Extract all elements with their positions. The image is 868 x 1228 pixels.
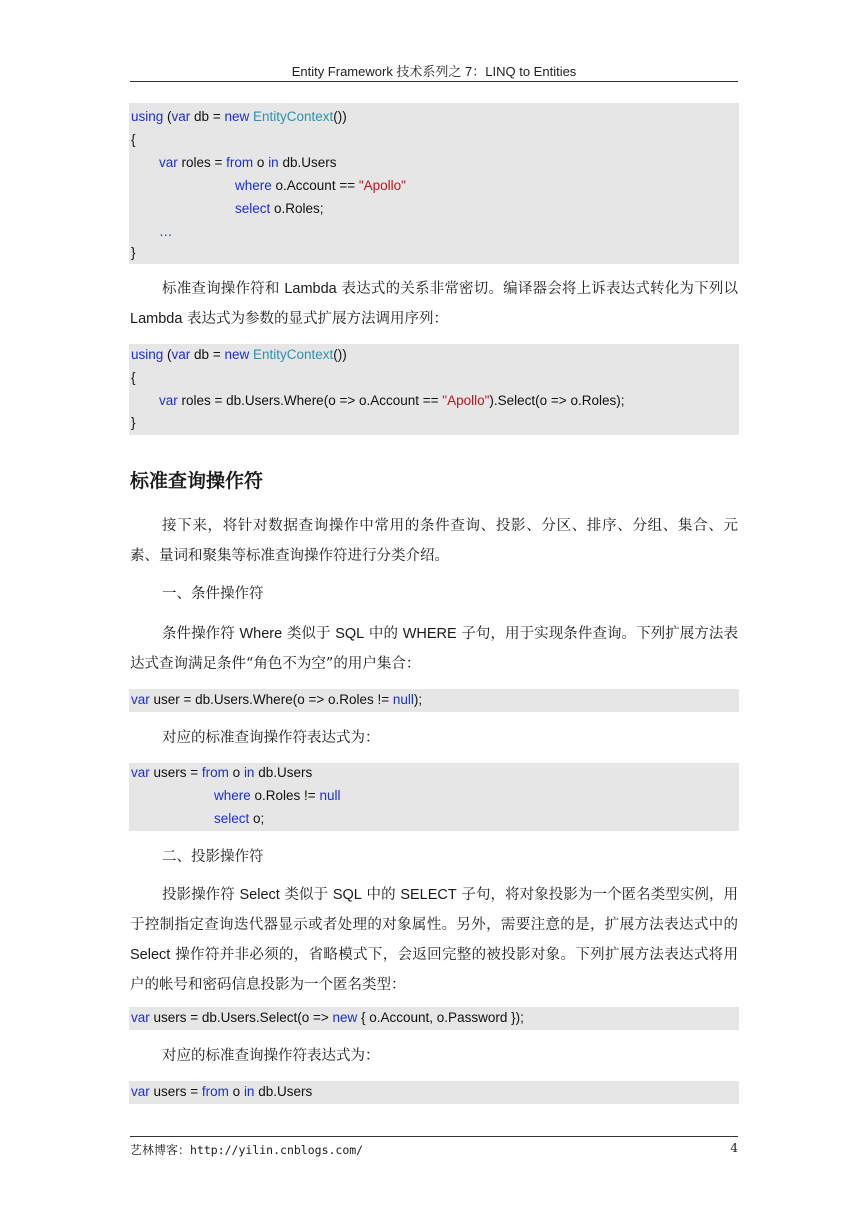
- code-block-2: [129, 344, 739, 435]
- code-line: …: [159, 224, 173, 239]
- code-line: where o.Account == "Apollo": [235, 178, 406, 193]
- code-line: {: [131, 370, 136, 385]
- paragraph-select: 投影操作符 Select 类似于 SQL 中的 SELECT 子句，将对象投影为一个匿名类型实例，用于控制指定查询迭代器显示或者处理的对象属性。另外，需要注意的是，扩展方法表达式中的 Select 操作符并非必须的，省略模式下，会返回完整的被投影对象。下列扩展方法表达式将用户的帐号和密码信息投影为一个匿名类型：: [130, 887, 739, 993]
- code-line: using (var db = new EntityContext()): [131, 347, 347, 362]
- header-rule: [130, 81, 738, 82]
- paragraph-lambda: 标准查询操作符和 Lambda 表达式的关系非常密切。编译器会将上诉表达式转化为下列以 Lambda 表达式为参数的显式扩展方法调用序列：: [130, 281, 738, 327]
- code-line: var users = from o in db.Users: [131, 1084, 313, 1099]
- paragraph-where: 条件操作符 Where 类似于 SQL 中的 WHERE 子句，用于实现条件查询。下列扩展方法表达式查询满足条件“角色不为空”的用户集合：: [130, 626, 738, 672]
- code-block-4: [129, 763, 739, 831]
- footer-blog: 艺林博客：http://yilin.cnblogs.com/: [130, 1143, 364, 1157]
- paragraph-intro: 接下来，将针对数据查询操作中常用的条件查询、投影、分区、排序、分组、集合、元素、量词和聚集等标准查询操作符进行分类介绍。: [130, 518, 738, 564]
- subheading-condition: 一、条件操作符: [162, 586, 264, 602]
- code-block-6: [129, 1081, 739, 1104]
- footer-rule: [130, 1136, 738, 1137]
- page-number: 4: [730, 1141, 738, 1155]
- code-line: select o;: [214, 811, 265, 826]
- code-block-3: [129, 689, 739, 712]
- paragraph-equivalent-1: 对应的标准查询操作符表达式为：: [162, 730, 380, 746]
- subheading-projection: 二、投影操作符: [162, 849, 264, 865]
- code-line: select o.Roles;: [235, 201, 324, 216]
- paragraph-equivalent-2: 对应的标准查询操作符表达式为：: [162, 1048, 380, 1064]
- code-line: var users = from o in db.Users: [131, 765, 313, 780]
- code-line: where o.Roles != null: [214, 788, 341, 803]
- header-title: Entity Framework 技术系列之 7：LINQ to Entities: [291, 64, 577, 79]
- code-line: }: [131, 245, 136, 260]
- code-line: var users = db.Users.Select(o => new { o.Account, o.Password });: [131, 1010, 524, 1025]
- code-block-1: [129, 103, 739, 264]
- code-line: var roles = db.Users.Where(o => o.Account == "Apollo").Select(o => o.Roles);: [159, 393, 625, 408]
- code-line: var user = db.Users.Where(o => o.Roles != null);: [131, 692, 423, 707]
- footer-url-link[interactable]: http://yilin.cnblogs.com/: [190, 1143, 364, 1157]
- code-line: var roles = from o in db.Users: [159, 155, 337, 170]
- code-line: }: [131, 415, 136, 430]
- code-line: using (var db = new EntityContext()): [131, 109, 347, 124]
- code-block-5: [129, 1007, 739, 1030]
- code-line: {: [131, 132, 136, 147]
- section-heading: 标准查询操作符: [130, 470, 264, 492]
